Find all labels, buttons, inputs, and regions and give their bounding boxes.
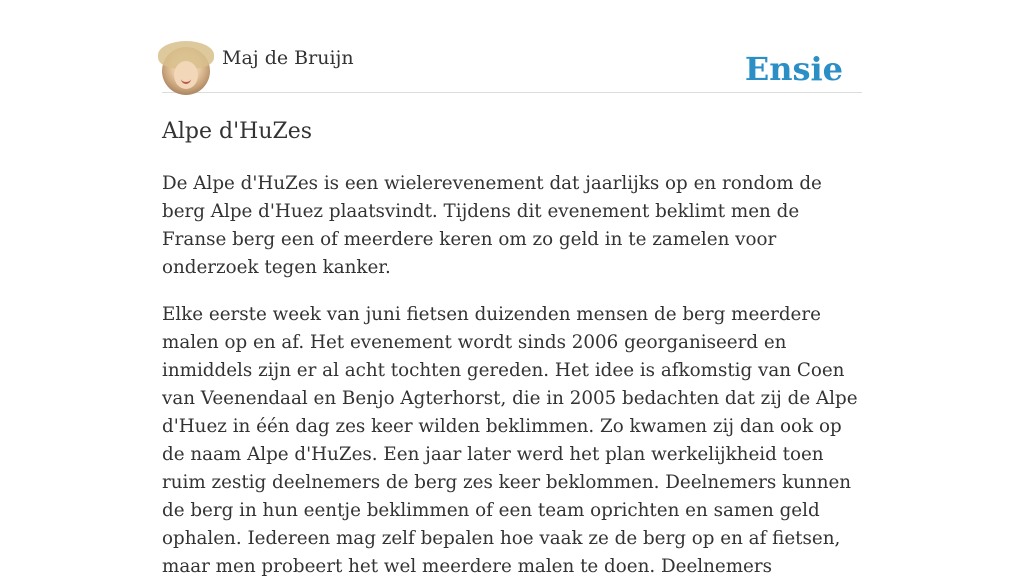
- avatar-face: [174, 61, 198, 89]
- brand-logo[interactable]: Ensie: [744, 50, 843, 88]
- author-avatar[interactable]: [162, 47, 210, 95]
- page-title: Alpe d'HuZes: [162, 119, 313, 144]
- page: [162, 0, 862, 581]
- article-paragraph-1: De Alpe d'HuZes is een wielerevenement dat jaarlijks op en rondom de berg Alpe d'Huez plaatsvindt. Tijdens dit evenement beklimt men de Franse berg een of meerdere keren om zo geld in te zamelen voor onderzoek tegen kanker.: [162, 173, 822, 278]
- author-name[interactable]: Maj de Bruijn: [222, 47, 354, 69]
- header: [162, 0, 862, 93]
- article-paragraph-2: Elke eerste week van juni fietsen duizenden mensen de berg meerdere malen op en af. Het evenement wordt sinds 2006 georganiseerd en inmiddels zijn er al acht tochten gereden. Het idee is afkomstig van Coen van Veenendaal en Benjo Agterhorst, die in 2005 bedachten dat zij de Alpe d'Huez in één dag zes keer wilden beklimmen. Zo kwamen zij dan ook op de naam Alpe d'HuZes. Een jaar later werd het plan werkelijkheid toen ruim zestig deelnemers de berg zes keer beklommen. Deelnemers kunnen de berg in hun eentje beklimmen of een team oprichten en samen geld ophalen. Iedereen mag zelf bepalen hoe vaak ze de berg op en af fietsen, maar men probeert het wel meerdere malen te doen. Deelnemers: [162, 304, 858, 577]
